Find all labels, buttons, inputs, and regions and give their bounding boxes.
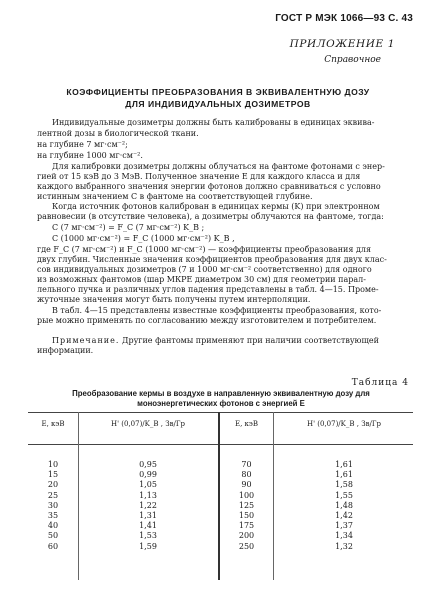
table-cell: 70	[241, 460, 252, 469]
table-top-rule	[28, 412, 413, 413]
body-line: из возможных фантомов (шар МКРЕ диаметром 30 см) для геометрии парал-	[37, 275, 366, 284]
table-cell: 1,37	[335, 521, 353, 531]
conversion-table	[28, 412, 413, 580]
body-line: равновесии (в отсутствие человека), а дозиметры облучаются на фантоме, тогда:	[37, 212, 384, 221]
table-title-line: моноэнергетических фотонов с энергией E	[137, 399, 305, 408]
section-title-line: КОЭФФИЦИЕНТЫ ПРЕОБРАЗОВАНИЯ В ЭКВИВАЛЕНТНУЮ ДОЗУ	[66, 87, 370, 97]
note-continuation: информации.	[37, 346, 94, 355]
table-cell: 1,59	[139, 541, 157, 551]
column-divider	[273, 412, 274, 580]
table-cell: 1,22	[139, 500, 157, 510]
table-cell: 1,48	[335, 500, 353, 510]
body-line: где F_C (7 мг·см⁻²) и F_C (1000 мг·см⁻²) — коэффициенты преобразования для	[37, 245, 372, 254]
table-cell: 90	[241, 480, 252, 490]
appendix-title: ПРИЛОЖЕНИЕ 1	[289, 38, 395, 50]
body-line: двух глубин. Численные значения коэффициентов преобразования для двух клас-	[37, 255, 387, 264]
table-cell: 10	[47, 460, 59, 469]
energy-column-left	[28, 460, 78, 552]
formula-line: C (7 мг·см⁻²) = F_C (7 мг·см⁻²) K_B ;	[52, 223, 205, 232]
table-cell: 50	[47, 531, 59, 541]
table-cell: 1,61	[335, 470, 353, 480]
table-header-rule	[28, 444, 413, 445]
table-cell: 250	[238, 541, 255, 551]
table-cell: 15	[47, 470, 59, 480]
table-cell: 30	[47, 500, 59, 510]
table-cell: 175	[238, 521, 255, 531]
table-cell: 1,53	[139, 531, 157, 541]
table-cell: 1,32	[335, 541, 353, 551]
note-label: Примечание.	[52, 336, 120, 345]
table-cell: 35	[47, 511, 59, 521]
table-cell: 1,55	[335, 490, 353, 500]
table-cell: 25	[47, 490, 59, 500]
table-cell: 1,05	[139, 480, 157, 490]
body-line: истинным значением C в фантоме на соответствующей глубине.	[37, 192, 313, 201]
table-cell: 1,34	[335, 531, 353, 541]
table-cell: 200	[238, 531, 255, 541]
table-cell: 40	[47, 521, 59, 531]
table-cell: 125	[238, 500, 255, 510]
body-line: на глубине 1000 мг·см⁻².	[37, 151, 143, 160]
running-header: ГОСТ Р МЭК 1066—93 С. 43	[275, 13, 413, 24]
body-line: Для калибровки дозиметры должны облучаться на фантоме фотонами с энер-	[52, 162, 385, 171]
body-line: на глубине 7 мг·см⁻²;	[37, 140, 128, 149]
note	[52, 336, 379, 346]
body-line: каждого выбранного значения энергии фотонов должно сравниваться с условно	[37, 182, 381, 191]
note-text: Другие фантомы применяют при наличии соответствующей	[121, 336, 379, 345]
table-cell: 1,61	[335, 460, 353, 469]
body-line: лентной дозы в биологической ткани.	[37, 129, 199, 138]
table-title-line: Преобразование кермы в воздухе в направленную эквивалентную дозу для	[72, 389, 370, 398]
table-cell: 1,31	[139, 511, 157, 521]
section-title-line: ДЛЯ ИНДИВИДУАЛЬНЫХ ДОЗИМЕТРОВ	[125, 99, 311, 109]
energy-column-right	[220, 460, 273, 552]
body-line: лельного пучка и различных углов падения представлены в табл. 4—15. Проме-	[37, 285, 379, 294]
header-energy: E, кэВ	[41, 420, 65, 428]
body-line: жуточные значения могут быть получены путем интерполяции.	[37, 295, 311, 304]
header-coefficient: H' (0,07)/K_B , Зв/Гр	[307, 420, 381, 428]
coefficient-column-left	[80, 460, 216, 552]
formula-line: C (1000 мг·см⁻²) = F_C (1000 мг·см⁻²) K_B ,	[52, 234, 235, 243]
body-line: сов индивидуальных дозиметров (7 и 1000 мг·см⁻² соответственно) для одного	[37, 265, 372, 274]
body-line: Индивидуальные дозиметры должны быть калиброваны в единицах эквива-	[52, 118, 375, 127]
body-line: рые можно применять по согласованию между изготовителем и потребителем.	[37, 316, 377, 325]
table-cell: 1,41	[139, 521, 157, 531]
appendix-status: Справочное	[324, 55, 381, 65]
header-energy: E, кэВ	[235, 420, 258, 428]
table-title	[28, 389, 414, 409]
table-caption: Таблица 4	[351, 378, 409, 388]
table-cell: 20	[47, 480, 59, 490]
table-cell: 1,13	[139, 490, 157, 500]
table-cell: 1,42	[335, 511, 353, 521]
header-coefficient: H' (0,07)/K_B , Зв/Гр	[111, 420, 185, 428]
body-line: гией от 15 кэВ до 3 МэВ. Полученное значение E для каждого класса и для	[37, 172, 361, 181]
table-cell: 150	[238, 511, 255, 521]
table-cell: 0,95	[139, 460, 157, 469]
table-cell: 80	[241, 470, 252, 480]
table-cell: 0,99	[139, 470, 157, 480]
section-title	[28, 86, 408, 110]
column-divider	[78, 412, 79, 580]
table-cell: 1,58	[335, 480, 353, 490]
table-cell: 100	[238, 490, 255, 500]
body-line: Когда источник фотонов калиброван в единицах кермы (K) при электронном	[52, 202, 380, 211]
table-cell: 60	[47, 541, 59, 551]
coefficient-column-right	[275, 460, 413, 552]
body-line: В табл. 4—15 представлены известные коэффициенты преобразования, кото-	[52, 306, 382, 315]
